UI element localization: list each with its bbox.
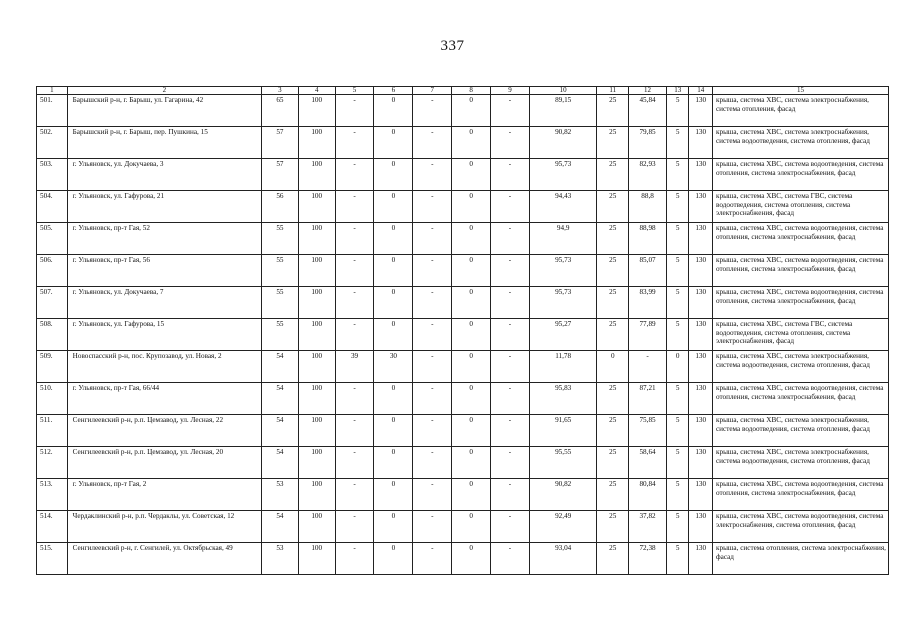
value-cell: - xyxy=(413,415,452,447)
value-cell: 25 xyxy=(597,383,629,415)
value-cell: 0 xyxy=(666,351,689,383)
table-row xyxy=(37,95,889,127)
address-cell: г. Ульяновск, ул. Докучаева, 7 xyxy=(67,287,261,319)
value-cell: 54 xyxy=(262,351,299,383)
value-cell: 5 xyxy=(666,223,689,255)
address-cell: г. Ульяновск, ул. Гафурова, 15 xyxy=(67,319,261,351)
value-cell: - xyxy=(491,287,530,319)
value-cell: 85,07 xyxy=(629,255,667,287)
value-cell: 72,38 xyxy=(629,543,667,575)
value-cell: 83,99 xyxy=(629,287,667,319)
value-cell: 95,73 xyxy=(529,255,597,287)
works-cell: крыша, система ХВС, система ГВС, система водоотведения, система отопления, система электроснабжения, фасад xyxy=(712,319,888,351)
value-cell: 0 xyxy=(374,223,413,255)
value-cell: 100 xyxy=(298,447,335,479)
value-cell: 88,8 xyxy=(629,191,667,223)
value-cell: - xyxy=(413,95,452,127)
value-cell: 5 xyxy=(666,319,689,351)
value-cell: 5 xyxy=(666,511,689,543)
value-cell: 0 xyxy=(452,415,491,447)
value-cell: 54 xyxy=(262,447,299,479)
value-cell: 0 xyxy=(374,383,413,415)
value-cell: 0 xyxy=(374,511,413,543)
value-cell: 130 xyxy=(689,127,713,159)
value-cell: - xyxy=(413,479,452,511)
value-cell: 100 xyxy=(298,383,335,415)
value-cell: 65 xyxy=(262,95,299,127)
value-cell: - xyxy=(491,447,530,479)
value-cell: 0 xyxy=(374,479,413,511)
table-body xyxy=(37,95,889,575)
value-cell: 58,64 xyxy=(629,447,667,479)
value-cell: 130 xyxy=(689,319,713,351)
table-row xyxy=(37,543,889,575)
value-cell: 94,43 xyxy=(529,191,597,223)
value-cell: 0 xyxy=(452,319,491,351)
address-cell: г. Ульяновск, ул. Докучаева, 3 xyxy=(67,159,261,191)
value-cell: 90,82 xyxy=(529,127,597,159)
table-row xyxy=(37,191,889,223)
value-cell: 5 xyxy=(666,447,689,479)
value-cell: - xyxy=(491,383,530,415)
value-cell: 55 xyxy=(262,319,299,351)
value-cell: 57 xyxy=(262,159,299,191)
value-cell: 100 xyxy=(298,479,335,511)
works-cell: крыша, система ХВС, система водоотведения, система отопления, система электроснабжения, фасад xyxy=(712,223,888,255)
value-cell: 5 xyxy=(666,191,689,223)
table-row xyxy=(37,511,889,543)
value-cell: - xyxy=(335,287,374,319)
address-cell: Новоспасский р-н, пос. Крупозавод, ул. Новая, 2 xyxy=(67,351,261,383)
value-cell: - xyxy=(413,287,452,319)
value-cell: - xyxy=(335,479,374,511)
value-cell: - xyxy=(413,383,452,415)
value-cell: 130 xyxy=(689,511,713,543)
address-cell: Барышский р-н, г. Барыш, пер. Пушкина, 15 xyxy=(67,127,261,159)
value-cell: 0 xyxy=(374,447,413,479)
row-number: 512. xyxy=(37,447,68,479)
col-header: 15 xyxy=(712,87,888,95)
value-cell: - xyxy=(335,447,374,479)
value-cell: 0 xyxy=(374,255,413,287)
table-row xyxy=(37,255,889,287)
value-cell: 0 xyxy=(452,223,491,255)
value-cell: 5 xyxy=(666,479,689,511)
value-cell: - xyxy=(491,191,530,223)
col-header: 8 xyxy=(452,87,491,95)
row-number: 515. xyxy=(37,543,68,575)
works-cell: крыша, система ХВС, система электроснабжения, система водоотведения, система отопления, фасад xyxy=(712,351,888,383)
value-cell: - xyxy=(413,319,452,351)
value-cell: 130 xyxy=(689,255,713,287)
registry-table xyxy=(36,86,889,575)
value-cell: 100 xyxy=(298,287,335,319)
value-cell: - xyxy=(491,319,530,351)
value-cell: - xyxy=(491,255,530,287)
value-cell: 11,78 xyxy=(529,351,597,383)
value-cell: 25 xyxy=(597,479,629,511)
value-cell: 25 xyxy=(597,415,629,447)
value-cell: 55 xyxy=(262,255,299,287)
works-cell: крыша, система ХВС, система водоотведения, система отопления, система электроснабжения, фасад xyxy=(712,159,888,191)
row-number: 514. xyxy=(37,511,68,543)
value-cell: - xyxy=(413,351,452,383)
table-header-row xyxy=(37,87,889,95)
value-cell: 0 xyxy=(452,95,491,127)
value-cell: - xyxy=(413,255,452,287)
address-cell: г. Ульяновск, пр-т Гая, 52 xyxy=(67,223,261,255)
col-header: 2 xyxy=(67,87,261,95)
value-cell: - xyxy=(491,159,530,191)
value-cell: 55 xyxy=(262,287,299,319)
value-cell: 80,84 xyxy=(629,479,667,511)
value-cell: 54 xyxy=(262,415,299,447)
table-row xyxy=(37,351,889,383)
col-header: 7 xyxy=(413,87,452,95)
row-number: 506. xyxy=(37,255,68,287)
value-cell: 100 xyxy=(298,255,335,287)
value-cell: 5 xyxy=(666,159,689,191)
value-cell: 5 xyxy=(666,255,689,287)
value-cell: 100 xyxy=(298,319,335,351)
works-cell: крыша, система ХВС, система электроснабжения, система отопления, фасад xyxy=(712,95,888,127)
value-cell: 0 xyxy=(452,511,491,543)
value-cell: 0 xyxy=(374,127,413,159)
value-cell: 79,85 xyxy=(629,127,667,159)
value-cell: 0 xyxy=(374,159,413,191)
value-cell: 0 xyxy=(374,415,413,447)
value-cell: - xyxy=(491,223,530,255)
address-cell: г. Ульяновск, пр-т Гая, 2 xyxy=(67,479,261,511)
value-cell: 100 xyxy=(298,415,335,447)
value-cell: 0 xyxy=(374,191,413,223)
value-cell: 5 xyxy=(666,287,689,319)
works-cell: крыша, система ХВС, система электроснабжения, система водоотведения, система отопления, фасад xyxy=(712,447,888,479)
value-cell: - xyxy=(491,351,530,383)
value-cell: 0 xyxy=(452,447,491,479)
value-cell: 89,15 xyxy=(529,95,597,127)
value-cell: 130 xyxy=(689,383,713,415)
value-cell: 130 xyxy=(689,351,713,383)
value-cell: 100 xyxy=(298,127,335,159)
address-cell: Чердаклинский р-н, р.п. Чердаклы, ул. Советская, 12 xyxy=(67,511,261,543)
value-cell: - xyxy=(413,127,452,159)
value-cell: 95,83 xyxy=(529,383,597,415)
value-cell: - xyxy=(491,479,530,511)
value-cell: 25 xyxy=(597,95,629,127)
works-cell: крыша, система ХВС, система водоотведения, система отопления, система электроснабжения, фасад xyxy=(712,255,888,287)
works-cell: крыша, система ХВС, система электроснабжения, система водоотведения, система отопления, фасад xyxy=(712,415,888,447)
table-row xyxy=(37,159,889,191)
value-cell: 130 xyxy=(689,415,713,447)
table-row xyxy=(37,383,889,415)
value-cell: 0 xyxy=(452,287,491,319)
value-cell: 92,49 xyxy=(529,511,597,543)
value-cell: 130 xyxy=(689,543,713,575)
value-cell: 130 xyxy=(689,223,713,255)
value-cell: 100 xyxy=(298,223,335,255)
value-cell: - xyxy=(491,415,530,447)
value-cell: - xyxy=(413,543,452,575)
value-cell: - xyxy=(491,543,530,575)
page-number: 337 xyxy=(440,38,465,54)
value-cell: - xyxy=(335,511,374,543)
value-cell: 0 xyxy=(374,287,413,319)
value-cell: 25 xyxy=(597,127,629,159)
value-cell: 56 xyxy=(262,191,299,223)
value-cell: - xyxy=(629,351,667,383)
col-header: 1 xyxy=(37,87,68,95)
value-cell: 25 xyxy=(597,191,629,223)
value-cell: 0 xyxy=(452,191,491,223)
address-cell: Барышский р-н, г. Барыш, ул. Гагарина, 42 xyxy=(67,95,261,127)
value-cell: 100 xyxy=(298,159,335,191)
value-cell: 130 xyxy=(689,287,713,319)
address-cell: Сенгилеевский р-н, г. Сенгилей, ул. Октябрьская, 49 xyxy=(67,543,261,575)
works-cell: крыша, система ХВС, система водоотведения, система электроснабжения, система отопления, фасад xyxy=(712,511,888,543)
address-cell: г. Ульяновск, пр-т Гая, 56 xyxy=(67,255,261,287)
value-cell: - xyxy=(335,95,374,127)
value-cell: - xyxy=(335,415,374,447)
value-cell: 0 xyxy=(374,543,413,575)
value-cell: 5 xyxy=(666,543,689,575)
value-cell: 45,84 xyxy=(629,95,667,127)
address-cell: г. Ульяновск, ул. Гафурова, 21 xyxy=(67,191,261,223)
value-cell: 0 xyxy=(452,127,491,159)
value-cell: - xyxy=(335,319,374,351)
value-cell: 0 xyxy=(452,351,491,383)
value-cell: 88,98 xyxy=(629,223,667,255)
value-cell: 100 xyxy=(298,191,335,223)
value-cell: 5 xyxy=(666,127,689,159)
table-row xyxy=(37,479,889,511)
value-cell: 0 xyxy=(597,351,629,383)
value-cell: 130 xyxy=(689,447,713,479)
row-number: 513. xyxy=(37,479,68,511)
value-cell: 37,82 xyxy=(629,511,667,543)
value-cell: - xyxy=(413,511,452,543)
col-header: 3 xyxy=(262,87,299,95)
row-number: 501. xyxy=(37,95,68,127)
value-cell: 95,55 xyxy=(529,447,597,479)
col-header: 10 xyxy=(529,87,597,95)
row-number: 505. xyxy=(37,223,68,255)
table-row xyxy=(37,447,889,479)
value-cell: 130 xyxy=(689,191,713,223)
works-cell: крыша, система ХВС, система электроснабжения, система водоотведения, система отопления, фасад xyxy=(712,127,888,159)
value-cell: 5 xyxy=(666,383,689,415)
value-cell: 95,27 xyxy=(529,319,597,351)
value-cell: 25 xyxy=(597,255,629,287)
value-cell: - xyxy=(491,511,530,543)
value-cell: 25 xyxy=(597,319,629,351)
value-cell: 55 xyxy=(262,223,299,255)
value-cell: 39 xyxy=(335,351,374,383)
table-row xyxy=(37,127,889,159)
value-cell: - xyxy=(335,255,374,287)
value-cell: - xyxy=(335,223,374,255)
row-number: 503. xyxy=(37,159,68,191)
col-header: 13 xyxy=(666,87,689,95)
value-cell: 5 xyxy=(666,415,689,447)
value-cell: 100 xyxy=(298,351,335,383)
works-cell: крыша, система отопления, система электроснабжения, фасад xyxy=(712,543,888,575)
value-cell: - xyxy=(413,447,452,479)
value-cell: 87,21 xyxy=(629,383,667,415)
value-cell: - xyxy=(335,383,374,415)
value-cell: 53 xyxy=(262,543,299,575)
table-row xyxy=(37,319,889,351)
value-cell: 25 xyxy=(597,159,629,191)
value-cell: 57 xyxy=(262,127,299,159)
row-number: 509. xyxy=(37,351,68,383)
table-row xyxy=(37,287,889,319)
works-cell: крыша, система ХВС, система ГВС, система водоотведения, система отопления, система электроснабжения, фасад xyxy=(712,191,888,223)
value-cell: 100 xyxy=(298,511,335,543)
col-header: 14 xyxy=(689,87,713,95)
value-cell: 130 xyxy=(689,479,713,511)
col-header: 6 xyxy=(374,87,413,95)
value-cell: - xyxy=(491,95,530,127)
row-number: 507. xyxy=(37,287,68,319)
row-number: 510. xyxy=(37,383,68,415)
value-cell: 0 xyxy=(452,543,491,575)
value-cell: 25 xyxy=(597,511,629,543)
row-number: 508. xyxy=(37,319,68,351)
value-cell: - xyxy=(335,127,374,159)
works-cell: крыша, система ХВС, система водоотведения, система отопления, система электроснабжения, фасад xyxy=(712,383,888,415)
value-cell: 53 xyxy=(262,479,299,511)
row-number: 504. xyxy=(37,191,68,223)
value-cell: 130 xyxy=(689,159,713,191)
value-cell: - xyxy=(413,159,452,191)
value-cell: 100 xyxy=(298,95,335,127)
value-cell: 94,9 xyxy=(529,223,597,255)
value-cell: 0 xyxy=(452,479,491,511)
value-cell: 5 xyxy=(666,95,689,127)
value-cell: 91,65 xyxy=(529,415,597,447)
col-header: 12 xyxy=(629,87,667,95)
value-cell: - xyxy=(413,223,452,255)
value-cell: 100 xyxy=(298,543,335,575)
value-cell: - xyxy=(413,191,452,223)
address-cell: Сенгилеевский р-н, р.п. Цемзавод, ул. Лесная, 20 xyxy=(67,447,261,479)
value-cell: - xyxy=(335,191,374,223)
works-cell: крыша, система ХВС, система водоотведения, система отопления, система электроснабжения, фасад xyxy=(712,287,888,319)
value-cell: 25 xyxy=(597,543,629,575)
col-header: 11 xyxy=(597,87,629,95)
value-cell: 75,85 xyxy=(629,415,667,447)
row-number: 502. xyxy=(37,127,68,159)
value-cell: 0 xyxy=(452,383,491,415)
value-cell: 54 xyxy=(262,383,299,415)
value-cell: 82,93 xyxy=(629,159,667,191)
value-cell: 0 xyxy=(452,159,491,191)
value-cell: 0 xyxy=(452,255,491,287)
value-cell: 93,04 xyxy=(529,543,597,575)
value-cell: 0 xyxy=(374,319,413,351)
value-cell: - xyxy=(335,543,374,575)
col-header: 4 xyxy=(298,87,335,95)
col-header: 5 xyxy=(335,87,374,95)
address-cell: Сенгилеевский р-н, р.п. Цемзавод, ул. Лесная, 22 xyxy=(67,415,261,447)
value-cell: 25 xyxy=(597,287,629,319)
value-cell: - xyxy=(335,159,374,191)
value-cell: 0 xyxy=(374,95,413,127)
table-row xyxy=(37,415,889,447)
address-cell: г. Ульяновск, пр-т Гая, 66/44 xyxy=(67,383,261,415)
value-cell: 30 xyxy=(374,351,413,383)
works-cell: крыша, система ХВС, система водоотведения, система отопления, система электроснабжения, фасад xyxy=(712,479,888,511)
value-cell: 95,73 xyxy=(529,287,597,319)
value-cell: 130 xyxy=(689,95,713,127)
value-cell: 90,82 xyxy=(529,479,597,511)
row-number: 511. xyxy=(37,415,68,447)
table-row xyxy=(37,223,889,255)
col-header: 9 xyxy=(491,87,530,95)
value-cell: - xyxy=(491,127,530,159)
value-cell: 25 xyxy=(597,223,629,255)
value-cell: 95,73 xyxy=(529,159,597,191)
value-cell: 77,89 xyxy=(629,319,667,351)
value-cell: 25 xyxy=(597,447,629,479)
value-cell: 54 xyxy=(262,511,299,543)
